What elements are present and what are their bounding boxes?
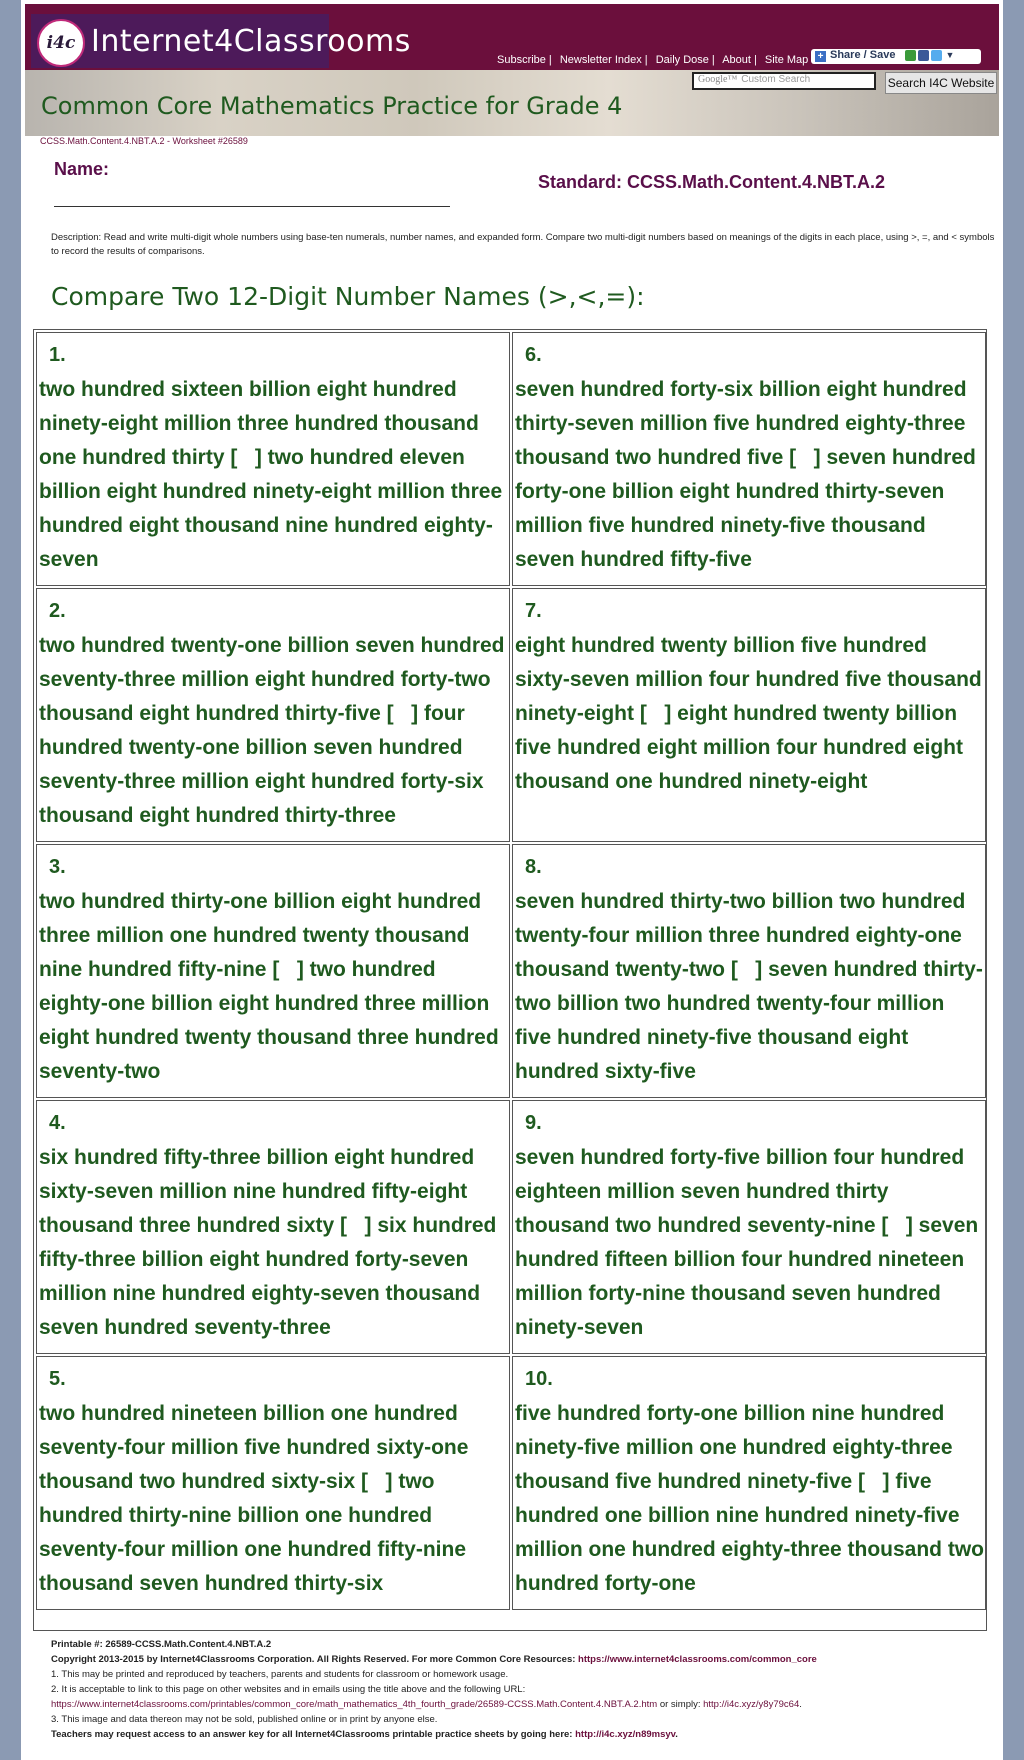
or-simply-text: or simply: — [657, 1699, 704, 1710]
problem-number: 10. — [525, 1368, 553, 1390]
standard-label: Standard: CCSS.Math.Content.4.NBT.A.2 — [538, 172, 886, 192]
answer-key-text: Teachers may request access to an answer key for all Internet4Classrooms printable practice sheets by going here: — [51, 1729, 573, 1740]
nav-subscribe[interactable]: Subscribe — [497, 54, 546, 66]
share-save-button[interactable] — [811, 49, 981, 64]
search-button[interactable]: Search I4C Website — [885, 72, 997, 94]
problem-text: five hundred forty-one billion nine hundred ninety-five million one hundred eighty-three thousand five hundred ninety-five [ ] five hundred one billion nine hundred ninety-five million one hundred eighty-three thousand two hundred forty-one — [515, 1402, 984, 1595]
answer-key-link[interactable]: http://i4c.xyz/n89msyv — [575, 1729, 676, 1740]
problem-cell — [512, 588, 986, 842]
nav-daily-dose[interactable]: Daily Dose — [655, 54, 709, 66]
nav-site-map[interactable]: Site Map — [764, 54, 809, 66]
worksheet-subtitle: CCSS.Math.Content.4.NBT.A.2 - Worksheet #26589 — [40, 136, 248, 146]
facebook-icon[interactable] — [918, 50, 929, 61]
problem-number: 7. — [525, 600, 542, 622]
site-logo[interactable] — [31, 14, 411, 68]
worksheet-url-link[interactable]: https://www.internet4classrooms.com/printables/common_core/math_mathematics_4th_fourth_grade/26589-CCSS.Math.Content.4.NBT.A.2.htm — [51, 1699, 658, 1710]
name-label: Name: — [54, 159, 110, 179]
search-placeholder: Custom Search — [741, 74, 811, 85]
problem-cell — [36, 1356, 510, 1610]
problem-text: seven hundred forty-five billion four hundred eighteen million seven hundred thirty thousand two hundred seventy-nine [ ] seven hundred fifteen billion four hundred nineteen million forty-nine thousand seven hundred ninety-seven — [515, 1146, 979, 1339]
top-nav: Subscribe | Newsletter Index | Daily Dose | About | Site Map — [497, 54, 809, 66]
copyright-text: Copyright 2013-2015 by Internet4Classrooms Corporation. All Rights Reserved. For more Common Core Resources: — [51, 1654, 576, 1665]
problem-number: 9. — [525, 1112, 542, 1134]
problem-number: 4. — [49, 1112, 66, 1134]
chevron-down-icon[interactable]: ▼ — [945, 50, 955, 60]
problem-number: 3. — [49, 856, 66, 878]
answer-key-line: Teachers may request access to an answer key for all Internet4Classrooms printable practice sheets by going here: http://i4c.xyz/n89msyv. — [51, 1729, 678, 1740]
description: Description: Read and write multi-digit whole numbers using base-ten numerals, number names, and expanded form. Compare two multi-digit numbers based on meanings of the digits in each place, using >, =, and < symbols to record the results of comparisons. — [51, 232, 995, 257]
printable-id: Printable #: 26589-CCSS.Math.Content.4.NBT.A.2 — [51, 1639, 272, 1650]
problem-text: seven hundred thirty-two billion two hundred twenty-four million three hundred eighty-one thousand twenty-two [ ] seven hundred thirty-two billion two hundred twenty-four million five hundred ninety-five thousand eight hundred sixty-five — [515, 890, 983, 1083]
twitter-icon[interactable] — [931, 50, 942, 61]
problem-cell — [512, 844, 986, 1098]
problem-cell — [512, 1356, 986, 1610]
share-email-icon[interactable] — [905, 50, 916, 61]
common-core-link[interactable]: https://www.internet4classrooms.com/common_core — [578, 1654, 817, 1665]
problem-text: two hundred sixteen billion eight hundred ninety-eight million three hundred thousand one hundred thirty [ ] two hundred eleven billion eight hundred ninety-eight million three hundred eight thousand nine hundred eighty-seven — [39, 378, 503, 571]
usage-note-2: 2. It is acceptable to link to this page on other websites and in emails using the title above and the following URL: — [51, 1684, 526, 1695]
problem-cell — [36, 844, 510, 1098]
problem-number: 2. — [49, 600, 66, 622]
problem-number: 8. — [525, 856, 542, 878]
problem-number: 5. — [49, 1368, 66, 1390]
google-mark: Google™ — [698, 74, 738, 85]
problem-grid — [33, 329, 987, 1631]
page — [21, 0, 1003, 1760]
problem-cell — [36, 588, 510, 842]
problem-cell — [36, 1100, 510, 1354]
page-title: Common Core Mathematics Practice for Grade 4 — [41, 92, 623, 120]
usage-url-line: https://www.internet4classrooms.com/printables/common_core/math_mathematics_4th_fourth_grade/26589-CCSS.Math.Content.4.NBT.A.2.htm or simply: http://i4c.xyz/y8y79c64. — [51, 1699, 802, 1710]
section-heading: Compare Two 12-Digit Number Names (>,<,=): — [51, 282, 645, 311]
name-line — [54, 206, 450, 207]
footer — [51, 1637, 991, 1742]
problem-text: two hundred nineteen billion one hundred seventy-four million five hundred sixty-one thousand two hundred sixty-six [ ] two hundred thirty-nine billion one hundred seventy-four million one hundred fifty-nine thousand seven hundred thirty-six — [39, 1402, 469, 1595]
problem-cell — [512, 332, 986, 586]
usage-note-1: 1. This may be printed and reproduced by teachers, parents and students for classroom or homework usage. — [51, 1669, 509, 1680]
share-plus-icon: + — [815, 51, 826, 62]
search-input[interactable] — [692, 72, 876, 90]
top-bar — [25, 4, 999, 70]
logo-mark: i4c — [37, 19, 85, 67]
problem-text: eight hundred twenty billion five hundred sixty-seven million four hundred five thousand ninety-eight [ ] eight hundred twenty billion five hundred eight million four hundred eight thousand one hundred ninety-eight — [515, 634, 982, 793]
problem-cell — [36, 332, 510, 586]
problem-number: 1. — [49, 344, 66, 366]
banner — [25, 70, 999, 136]
usage-note-3: 3. This image and data thereon may not be sold, published online or in print by anyone else. — [51, 1714, 438, 1725]
problem-text: two hundred twenty-one billion seven hundred seventy-three million eight hundred forty-two thousand eight hundred thirty-five [ ] four hundred twenty-one billion seven hundred seventy-three million eight hundred forty-six thousand eight hundred thirty-three — [39, 634, 505, 827]
logo-text: Internet4Classrooms — [91, 24, 411, 59]
problem-number: 6. — [525, 344, 542, 366]
short-url-link[interactable]: http://i4c.xyz/y8y79c64 — [703, 1699, 800, 1710]
problem-text: six hundred fifty-three billion eight hundred sixty-seven million nine hundred fifty-eight thousand three hundred sixty [ ] six hundred fifty-three billion eight hundred forty-seven million nine hundred eighty-seven thousand seven hundred seventy-three — [39, 1146, 497, 1339]
nav-about[interactable]: About — [722, 54, 751, 66]
nav-newsletter-index[interactable]: Newsletter Index — [559, 54, 642, 66]
problem-text: seven hundred forty-six billion eight hundred thirty-seven million five hundred eighty-three thousand two hundred five [ ] seven hundred forty-one billion eight hundred thirty-seven million five hundred ninety-five thousand seven hundred fifty-five — [515, 378, 976, 571]
problem-text: two hundred thirty-one billion eight hundred three million one hundred twenty thousand nine hundred fifty-nine [ ] two hundred eighty-one billion eight hundred three million eight hundred twenty thousand three hundred seventy-two — [39, 890, 499, 1083]
copyright-line — [51, 1652, 991, 1667]
share-label: Share / Save — [830, 49, 896, 61]
problem-cell — [512, 1100, 986, 1354]
